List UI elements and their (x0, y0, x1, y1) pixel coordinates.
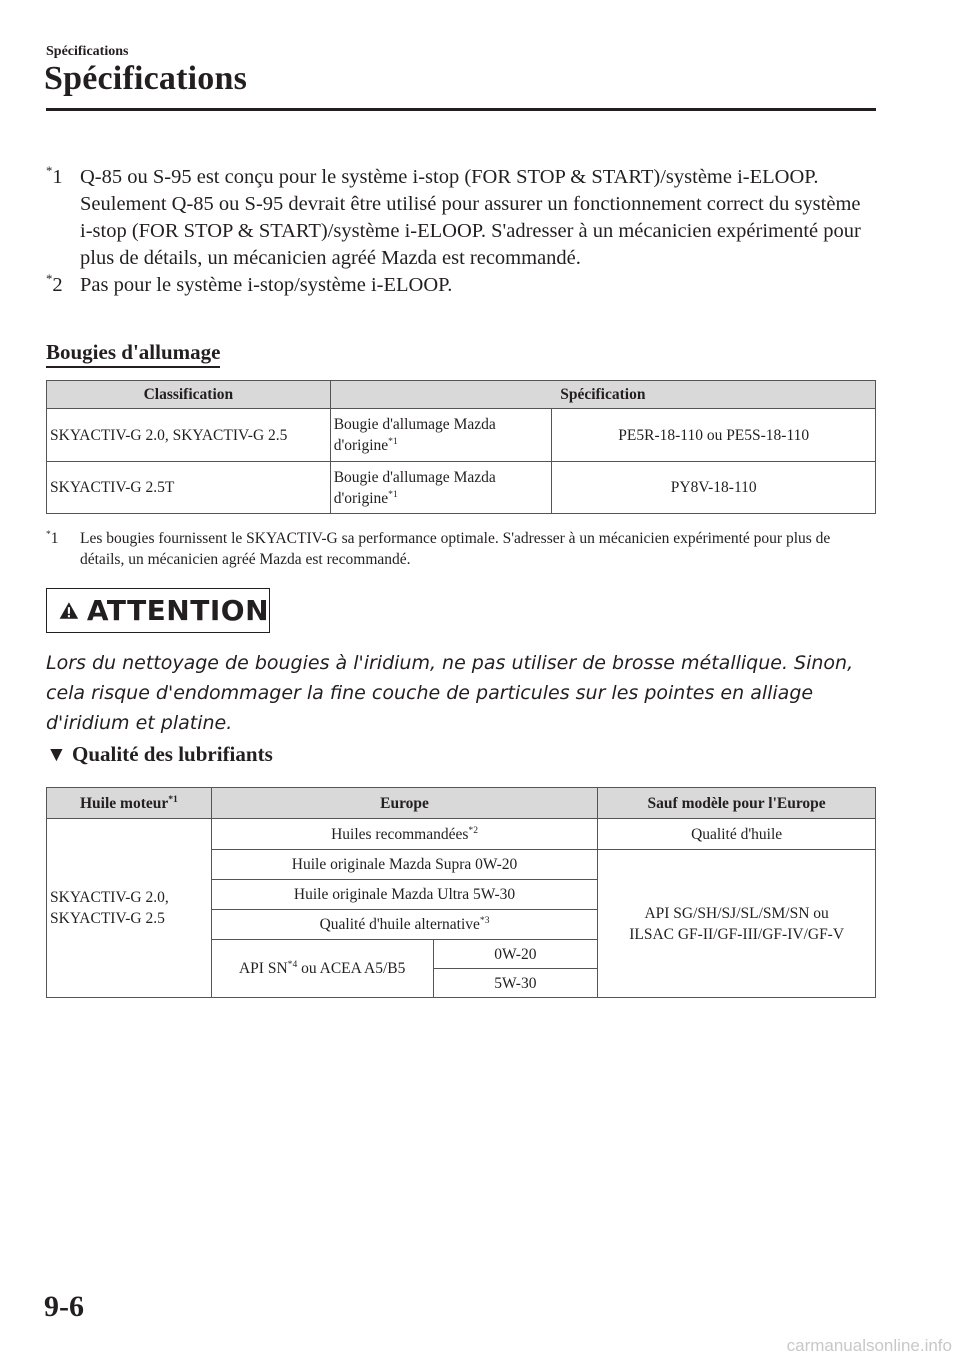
page-number: 9-6 (44, 1290, 84, 1323)
cell-recommended: Huiles recommandées$^{*2}$ (211, 819, 597, 850)
attention-label: ATTENTION (86, 594, 269, 627)
footnote-1 (46, 528, 876, 570)
cell-viscosity: 0W-20 (433, 940, 598, 969)
warning-icon (59, 597, 79, 624)
cell-part: Bougie d'allumage Mazda d'origine$^{*1}$ (330, 409, 552, 462)
column-header: Huile moteur$^{*1}$ (47, 788, 212, 819)
footnote-text: Les bougies fournissent le SKYACTIV-G sa performance optimale. S'adresser à un mécanicien expérimenté pour plus de détails, un mécanicien agréé Mazda est recommandé. (80, 530, 831, 568)
attention-text: Lors du nettoyage de bougies à l'iridium, ne pas utiliser de brosse métallique. Sinon, cela risque d'endommager la fine couche de particules sur les pointes en alliage d'iridium et platine. (46, 652, 854, 734)
cell-classification: SKYACTIV-G 2.5T (47, 462, 331, 514)
cell-classification: SKYACTIV-G 2.0, SKYACTIV-G 2.5 (47, 409, 331, 462)
header-rule (46, 108, 876, 111)
table-header-row (47, 788, 876, 819)
watermark: carmanualsonline.info (786, 1336, 952, 1355)
column-header: Classification (47, 381, 331, 409)
column-header: Sauf modèle pour l'Europe (598, 788, 876, 819)
cell-api-full: API SG/SH/SJ/SL/SM/SN ou ILSAC GF-II/GF-III/GF-IV/GF-V (598, 850, 876, 998)
cell-supra: Huile originale Mazda Supra 0W-20 (211, 850, 597, 880)
footnote-marker: *2 (46, 272, 63, 296)
lubricants-table (46, 787, 876, 998)
spark-plug-table (46, 380, 876, 514)
top-footnotes (46, 164, 876, 299)
table-row (47, 409, 876, 462)
table-row (47, 819, 876, 850)
footnote-marker: *1 (46, 164, 63, 188)
cell-api-sn: API SN$^{*4}$ ou ACEA A5/B5 (211, 940, 433, 998)
footnote-marker: *1 (46, 528, 59, 547)
cell-viscosity: 5W-30 (433, 969, 598, 998)
cell-engine: SKYACTIV-G 2.0, SKYACTIV-G 2.5 (47, 819, 212, 998)
spark-footnote (46, 528, 876, 570)
column-header: Europe (211, 788, 597, 819)
footnote-2 (46, 272, 876, 299)
cell-spec: PE5R-18-110 ou PE5S-18-110 (552, 409, 876, 462)
column-header: Spécification (330, 381, 875, 409)
page-title: Spécifications (44, 60, 248, 97)
cell-alt-quality: Qualité d'huile alternative$^{*3}$ (211, 910, 597, 940)
cell-part: Bougie d'allumage Mazda d'origine$^{*1}$ (330, 462, 552, 514)
attention-box (46, 588, 270, 633)
table-header-row (47, 381, 876, 409)
lubricants-title: Qualité des lubrifiants (72, 742, 273, 766)
footnote-text: Q-85 ou S-95 est conçu pour le système i-stop (FOR STOP & START)/système i-ELOOP. Seulement Q-85 ou S-95 devrait être utilisé pour assurer un fonctionnement correct du système i-stop (FOR STOP & START)/système i-ELOOP. S'adresser à un mécanicien expérimenté pour plus de détails, un mécanicien agréé Mazda est recommandé. (80, 166, 861, 269)
triangle-down-icon: ▼ (46, 742, 67, 766)
spark-plug-heading: Bougies d'allumage (46, 340, 220, 368)
lubricants-heading (46, 742, 273, 767)
cell-ultra: Huile originale Mazda Ultra 5W-30 (211, 880, 597, 910)
footnote-1 (46, 164, 876, 272)
cell-oil-quality: Qualité d'huile (598, 819, 876, 850)
cell-spec: PY8V-18-110 (552, 462, 876, 514)
section-label: Spécifications (46, 44, 129, 59)
footnote-text: Pas pour le système i-stop/système i-ELOOP. (80, 274, 453, 296)
table-row (47, 462, 876, 514)
